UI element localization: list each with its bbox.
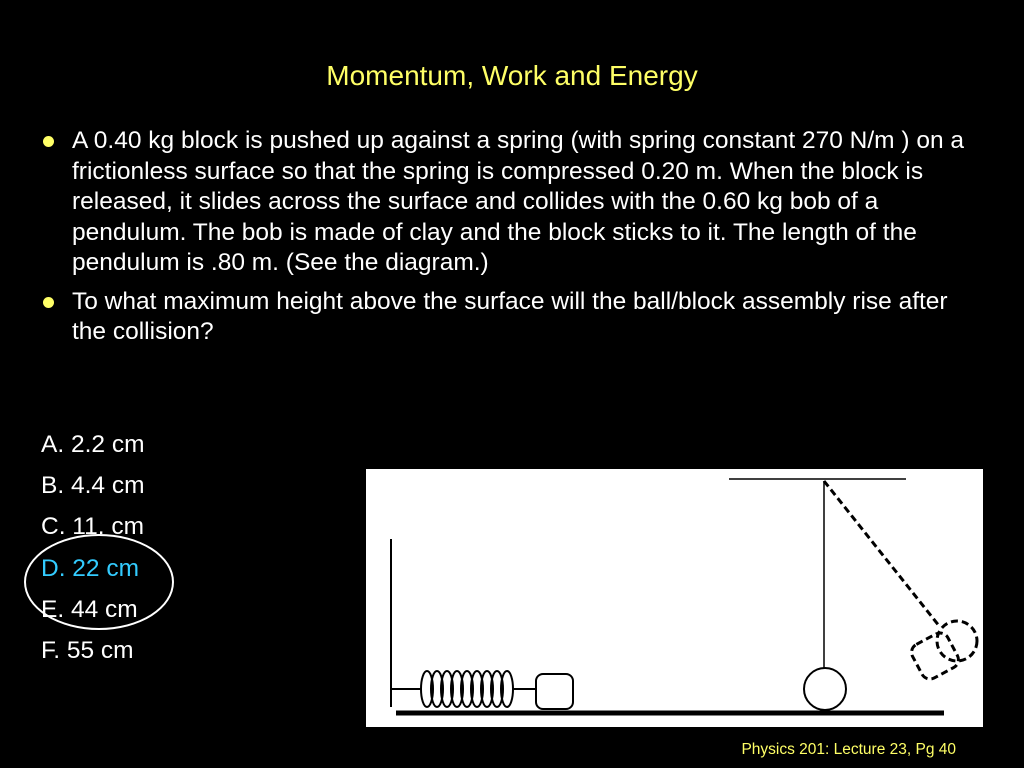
slide-title: Momentum, Work and Energy — [326, 60, 698, 91]
bullet-list — [40, 126, 980, 356]
spring-icon — [421, 671, 513, 707]
swung-string-dashed — [824, 481, 940, 627]
answer-option-e: E. 44 cm — [41, 595, 138, 623]
bullet-dot-icon — [43, 136, 54, 147]
bullet-text-problem: A 0.40 kg block is pushed up against a spring (with spring constant 270 N/m ) on a frictionless surface so that the spring is compressed 0.20 m. When the block is released, it slides across the surface and collides with the 0.60 kg bob of a pendulum. The bob is made of clay and the block sticks to it. The length of the pendulum is .80 m. (See the diagram.) — [72, 127, 965, 276]
pendulum-diagram-svg — [366, 469, 983, 727]
swung-assembly-icon — [908, 621, 977, 682]
bullet-dot-icon — [43, 297, 54, 308]
pendulum-bob-icon — [804, 668, 846, 710]
correct-answer-circle — [24, 534, 174, 630]
bullet-item — [40, 126, 980, 279]
block-icon — [536, 674, 573, 709]
slide-footer: Physics 201: Lecture 23, Pg 40 — [741, 741, 956, 758]
answer-option-d-correct: D. 22 cm — [41, 554, 140, 582]
answer-option-b: B. 4.4 cm — [41, 472, 145, 500]
answer-option-c: C. 11. cm — [41, 513, 145, 541]
pendulum-diagram — [366, 469, 983, 727]
answer-option-a: A. 2.2 cm — [41, 431, 145, 458]
answer-option-f: F. 55 cm — [41, 636, 134, 664]
bullet-item — [40, 287, 980, 348]
bullet-text-question: To what maximum height above the surface will the ball/block assembly rise after the collision? — [72, 287, 948, 345]
